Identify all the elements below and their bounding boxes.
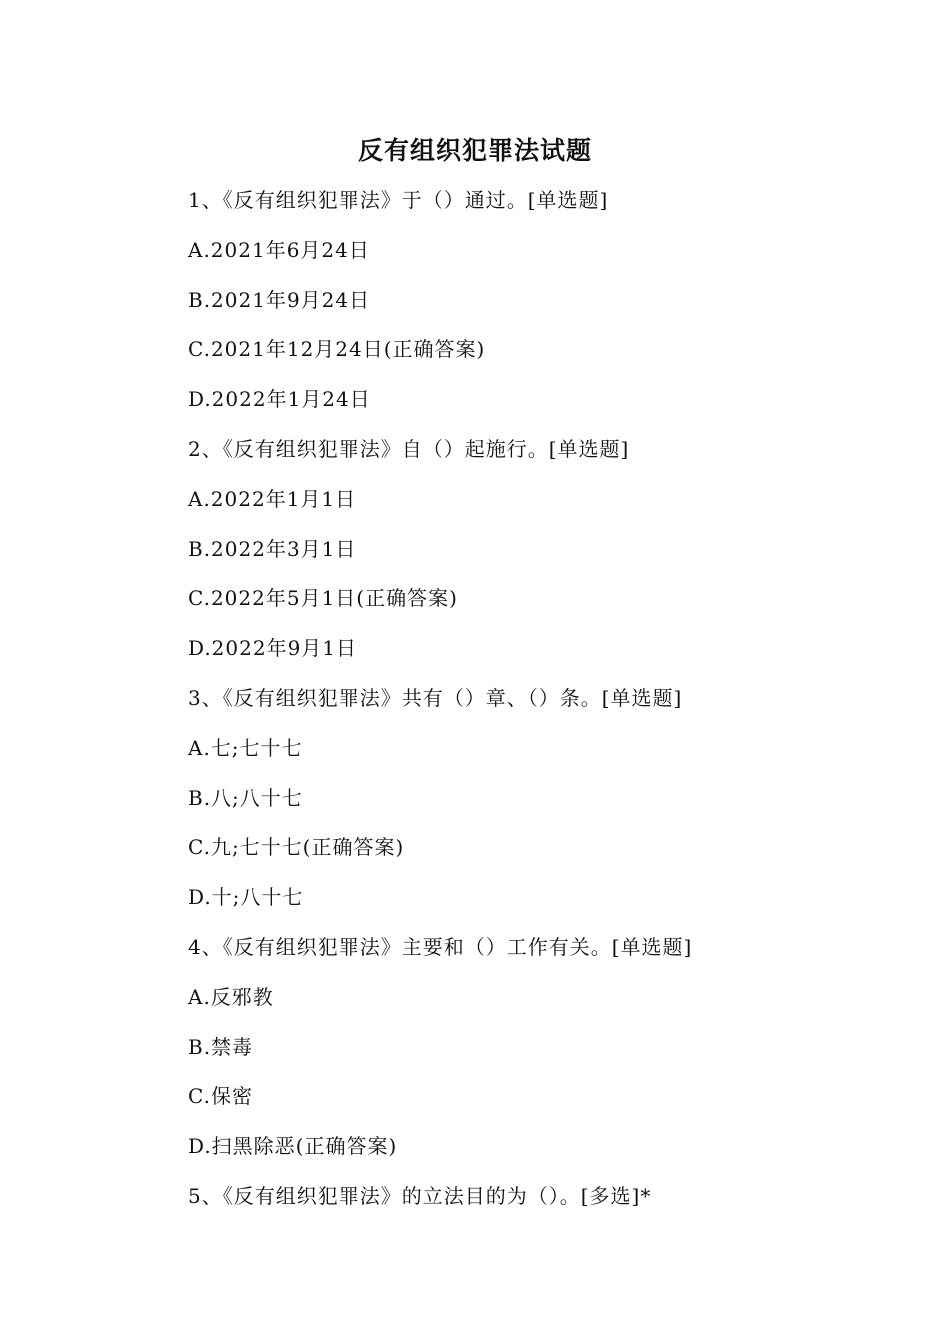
option-4a: A.反邪教 — [188, 984, 274, 1009]
option-2b: B.2022年3月1日 — [188, 536, 357, 561]
option-1b: B.2021年9月24日 — [188, 287, 371, 312]
question-5: 5、《反有组织犯罪法》的立法目的为（）。[多选]* — [188, 1183, 652, 1208]
question-2: 2、《反有组织犯罪法》自（）起施行。[单选题] — [188, 436, 630, 461]
option-1d: D.2022年1月24日 — [188, 387, 371, 412]
question-1: 1、《反有组织犯罪法》于（）通过。[单选题] — [188, 188, 609, 212]
option-3a: A.七;七十七 — [188, 735, 303, 760]
option-4c: C.保密 — [188, 1084, 253, 1109]
option-1c: C.2021年12月24日(正确答案) — [188, 337, 486, 362]
document-title: 反有组织犯罪法试题 — [357, 136, 592, 165]
question-4: 4、《反有组织犯罪法》主要和（）工作有关。[单选题] — [188, 934, 693, 959]
option-3b: B.八;八十七 — [188, 785, 303, 810]
option-2d: D.2022年9月1日 — [188, 636, 358, 661]
question-list — [188, 183, 908, 1229]
option-2c: C.2022年5月1日(正确答案) — [188, 586, 458, 611]
option-3d: D.十;八十七 — [188, 885, 304, 910]
option-3c: C.九;七十七(正确答案) — [188, 835, 405, 860]
option-1a: A.2021年6月24日 — [188, 237, 370, 262]
option-2a: A.2022年1月1日 — [188, 486, 357, 511]
option-4b: B.禁毒 — [188, 1034, 254, 1059]
option-4d: D.扫黑除恶(正确答案) — [188, 1134, 398, 1159]
question-3: 3、《反有组织犯罪法》共有（）章、（）条。[单选题] — [188, 685, 683, 710]
